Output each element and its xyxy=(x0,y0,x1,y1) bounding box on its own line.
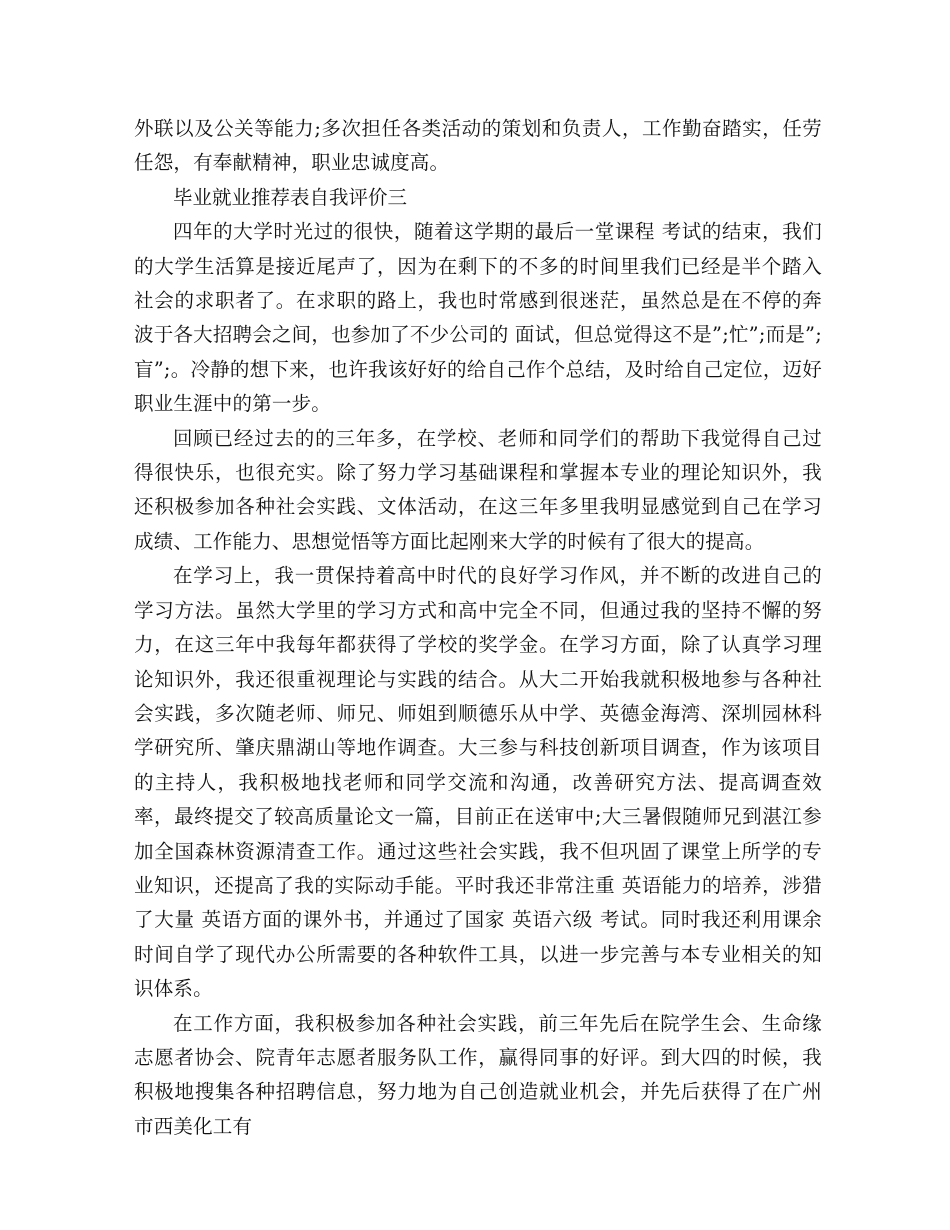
paragraph-study: 在学习上，我一贯保持着高中时代的良好学习作风，并不断的改进自己的学习方法。虽然大学里的学习方式和高中完全不同，但通过我的坚持不懈的努力，在这三年中我每年都获得了学校的奖学金。在学习方面，除了认真学习理论知识外，我还很重视理论与实践的结合。从大二开始我就积极地参与各种社会实践，多次随老师、师兄、师姐到顺德乐从中学、英德金海湾、深圳园林科学研究所、肇庆鼎湖山等地作调查。大三参与科技创新项目调查，作为该项目的主持人，我积极地找老师和同学交流和沟通，改善研究方法、提高调查效率，最终提交了较高质量论文一篇，目前正在送审中;大三暑假随师兄到湛江参加全国森林资源清查工作。通过这些社会实践，我不但巩固了课堂上所学的专业知识，还提高了我的实际动手能。平时我还非常注重 英语能力的培养，涉猎了大量 英语方面的课外书，并通过了国家 英语六级 考试。同时我还利用课余时间自学了现代办公所需要的各种软件工具，以进一步完善与本专业相关的知识体系。 xyxy=(134,564,822,1001)
paragraph-review: 回顾已经过去的的三年多，在学校、老师和同学们的帮助下我觉得自己过得很快乐，也很充实。除了努力学习基础课程和掌握本专业的理论知识外，我还积极参加各种社会实践、文体活动，在这三年多里我明显感觉到自己在学习成绩、工作能力、思想觉悟等方面比起刚来大学的时候有了很大的提高。 xyxy=(134,426,822,553)
paragraph-continuation: 外联以及公关等能力;多次担任各类活动的策划和负责人，工作勤奋踏实，任劳任怨，有奉献精神，职业忠诚度高。 xyxy=(134,117,822,175)
paragraph-work: 在工作方面，我积极参加各种社会实践，前三年先后在院学生会、生命缘志愿者协会、院青年志愿者服务队工作，赢得同事的好评。到大四的时候，我积极地搜集各种招聘信息，努力地为自己创造就业机会，并先后获得了在广州市西美化工有 xyxy=(134,1011,822,1138)
section-heading: 毕业就业推荐表自我评价三 xyxy=(173,185,408,209)
paragraph-intro: 四年的大学时光过的很快，随着这学期的最后一堂课程 考试的结束，我们的大学生活算是接近尾声了，因为在剩下的不多的时间里我们已经是半个踏入社会的求职者了。在求职的路上，我也时常感到很迷茫，虽然总是在不停的奔波于各大招聘会之间，也参加了不少公司的 面试，但总觉得这不是”;忙”;而是”;盲”;。冷静的想下来，也许我该好好的给自己作个总结，及时给自己定位，迈好职业生涯中的第一步。 xyxy=(134,220,822,416)
